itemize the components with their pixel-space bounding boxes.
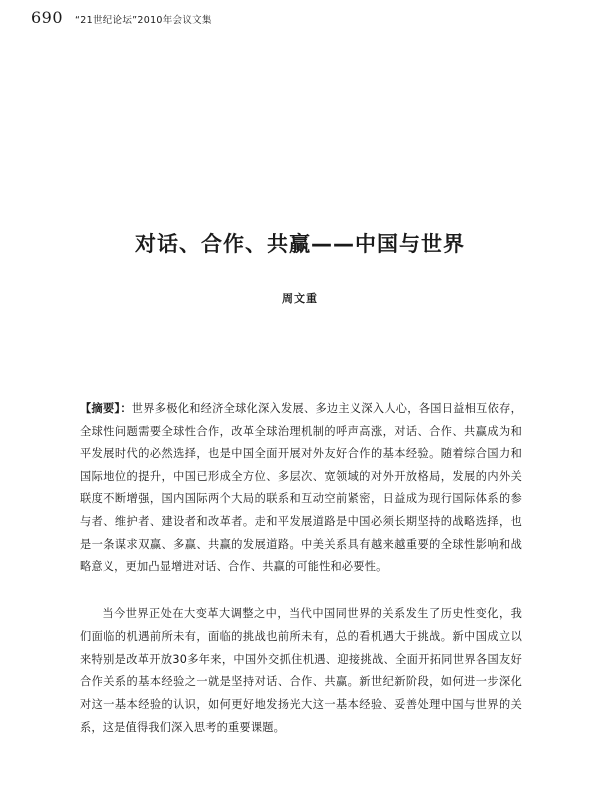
abstract [80, 398, 522, 579]
article-title: 对话、合作、共赢——中国与世界 [135, 232, 465, 256]
abstract-text: 世界多极化和经济全球化深入发展、多边主义深入人心，各国日益相互依存，全球性问题需要全球性合作，改革全球治理机制的呼声高涨，对话、合作、共赢成为和平发展时代的必然选择，也是中国全面开展对外友好合作的基本经验。随着综合国力和国际地位的提升，中国已形成全方位、多层次、宽领域的对外开放格局，发展的内外关联度不断增强，国内国际两个大局的联系和互动空前紧密，日益成为现行国际体系的参与者、维护者、建设者和改革者。走和平发展道路是中国必须长期坚持的战略选择，也是一条谋求双赢、多赢、共赢的发展道路。中美关系具有越来越重要的全球性影响和战略意义，更加凸显增进对话、合作、共赢的可能性和必要性。 [80, 402, 522, 574]
running-head: “21世纪论坛”2010年会议文集 [75, 15, 212, 26]
abstract-label: 【摘要】： [80, 402, 132, 415]
page-header [31, 8, 212, 28]
article-author: 周文重 [282, 292, 318, 305]
body-paragraph: 当今世界正处在大变革大调整之中，当代中国同世界的关系发生了历史性变化，我们面临的机遇前所未有，面临的挑战也前所未有，总的看机遇大于挑战。新中国成立以来特别是改革开放30多年来，中国外交抓住机遇、迎接挑战、全面开拓同世界各国友好合作关系的基本经验之一就是坚持对话、合作、共赢。新世纪新阶段，如何进一步深化对这一基本经验的认识，如何更好地发扬光大这一基本经验、妥善处理中国与世界的关系，这是值得我们深入思考的重要课题。 [80, 607, 522, 734]
page-number: 690 [31, 8, 64, 27]
